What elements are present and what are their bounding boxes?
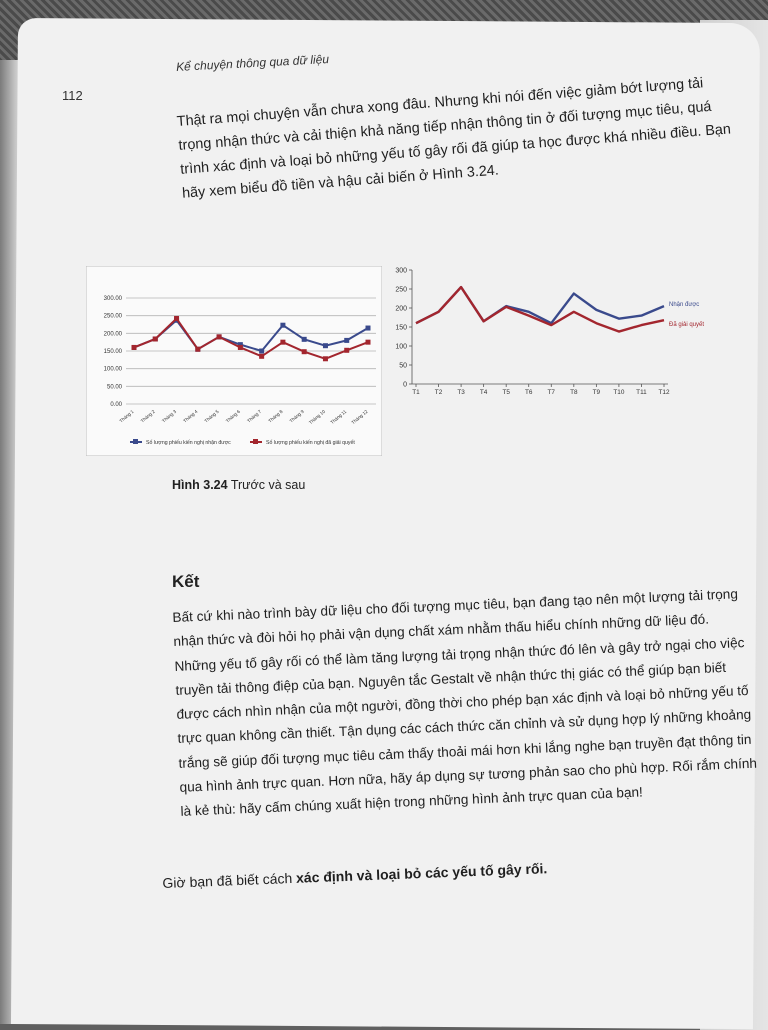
data-point: [280, 340, 285, 345]
y-tick-label: 300: [395, 267, 407, 275]
x-tick-label: Tháng 4: [182, 408, 199, 424]
data-point: [366, 326, 371, 331]
y-tick-label: 250: [395, 286, 407, 294]
figure-caption: [172, 478, 305, 492]
conclusion-paragraph: Bất cứ khi nào trình bày dữ liệu cho đối tượng mục tiêu, bạn đang tạo nên một lượng tải trọng nhận thức và đòi hỏi họ phải vận dụng chất xám nhằm thấu hiểu chính những dữ liệu đó. Những yếu tố gây rối có thể làm tăng lượng tải trọng nhận thức đó lên và gây trở ngại cho việc truyền tải thông điệp của bạn. Nguyên tắc Gestalt về nhận thức thị giác có thể giúp bạn biết được cách nhìn nhận của một người, đồng thời cho phép bạn xác định và loại bỏ những yếu tố trực quan không cần thiết. Tận dụng các cách thức căn chỉnh và sử dụng hợp lý những khoảng trắng sẽ giúp đối tượng mục tiêu cảm thấy thoải mái hơn khi lắng nghe bạn truyền đạt thông tin qua hình ảnh trực quan. Hơn nữa, hãy áp dụng sự tương phản sao cho phù hợp. Rối rắm chính là kẻ thù: hãy cấm chúng xuất hiện trong những hình ảnh trực quan của bạn!: [172, 586, 758, 820]
section-heading: Kết: [172, 572, 200, 591]
x-tick-label: T6: [524, 389, 533, 396]
x-tick-label: Tháng 3: [161, 408, 178, 424]
after-chart-x-ticks: [412, 384, 670, 396]
page-number: 112: [62, 88, 83, 103]
x-tick-label: Tháng 2: [139, 408, 156, 424]
y-tick-label: 50: [399, 362, 407, 370]
data-point: [132, 345, 137, 350]
legend-label-received: Số lượng phiếu kiến nghị nhận được: [146, 440, 231, 446]
data-point: [344, 338, 349, 343]
data-point: [259, 349, 264, 354]
data-point: [366, 340, 371, 345]
direct-label-received: Nhận được: [669, 302, 700, 309]
y-tick-label: 100: [395, 343, 407, 351]
x-tick-label: Tháng 7: [246, 408, 263, 424]
data-point: [302, 337, 307, 342]
data-point: [344, 348, 349, 353]
after-chart-y-ticks: [395, 268, 412, 389]
data-point: [280, 323, 285, 328]
y-tick-label: 300.00: [103, 296, 122, 302]
x-tick-label: T5: [502, 389, 510, 396]
y-tick-label: 50.00: [106, 384, 122, 391]
data-point: [238, 345, 243, 350]
after-chart: [388, 262, 718, 402]
y-tick-label: 100.00: [103, 366, 122, 373]
closing-bold: xác định và loại bỏ các yếu tố gây rối.: [295, 860, 548, 886]
y-tick-label: 200.00: [103, 331, 122, 338]
closing-prefix: Giờ bạn đã biết cách: [162, 869, 297, 891]
series-line-resolved: [416, 287, 664, 331]
before-chart: [86, 266, 382, 456]
x-tick-label: Tháng 10: [308, 408, 327, 426]
x-tick-label: Tháng 6: [224, 408, 242, 424]
direct-label-resolved: Đã giải quyết: [669, 322, 705, 329]
data-point: [217, 334, 222, 339]
data-point: [259, 354, 264, 359]
x-tick-label: T8: [570, 389, 578, 396]
series-line-received: [416, 287, 664, 323]
data-point: [195, 347, 200, 352]
intro-paragraph: Thật ra mọi chuyện vẫn chưa xong đâu. Nhưng khi nói đến việc giảm bớt lượng tải trọng nhận thức và cải thiện khả năng tiếp nhận thông tin ở đối tượng mục tiêu, quá trình xác định và loại bỏ những yếu tố gây rối đã giúp ta học được khá nhiều điều. Bạn hãy xem biểu đồ tiền và hậu cải biến ở Hình 3.24.: [176, 75, 732, 202]
data-point: [153, 336, 158, 341]
legend-label-resolved: Số lượng phiếu kiến nghị đã giải quyết: [266, 440, 355, 446]
after-chart-series: [416, 287, 704, 331]
x-tick-label: Tháng 8: [267, 408, 284, 424]
x-tick-label: T4: [479, 389, 488, 396]
y-tick-label: 200: [395, 305, 407, 313]
y-tick-label: 250.00: [103, 313, 122, 320]
x-tick-label: T3: [457, 389, 465, 396]
after-chart-axes: [412, 270, 668, 384]
y-tick-label: 150: [395, 324, 407, 332]
x-tick-label: Tháng 1: [118, 408, 135, 424]
x-tick-label: T2: [434, 389, 443, 396]
data-point: [302, 349, 307, 354]
running-head: Kể chuyện thông qua dữ liệu: [175, 52, 330, 74]
figure-caption-text: Trước và sau: [227, 478, 306, 492]
x-tick-label: T7: [547, 389, 556, 396]
y-tick-label: 0: [403, 381, 407, 389]
y-tick-label: 150.00: [103, 349, 122, 355]
figure-label: Hình 3.24: [172, 478, 228, 492]
data-point: [323, 356, 328, 361]
x-tick-label: Tháng 11: [329, 408, 348, 426]
x-tick-label: T9: [592, 389, 601, 396]
x-tick-label: Tháng 9: [288, 408, 305, 424]
y-tick-label: 0.00: [110, 402, 122, 408]
x-tick-label: T1: [412, 389, 420, 396]
x-tick-label: T12: [658, 389, 670, 396]
x-tick-label: T10: [613, 389, 625, 396]
x-tick-label: Tháng 5: [203, 408, 220, 424]
x-tick-label: Tháng 12: [350, 408, 369, 426]
data-point: [174, 316, 179, 321]
data-point: [323, 343, 328, 348]
x-tick-label: T11: [636, 389, 647, 396]
